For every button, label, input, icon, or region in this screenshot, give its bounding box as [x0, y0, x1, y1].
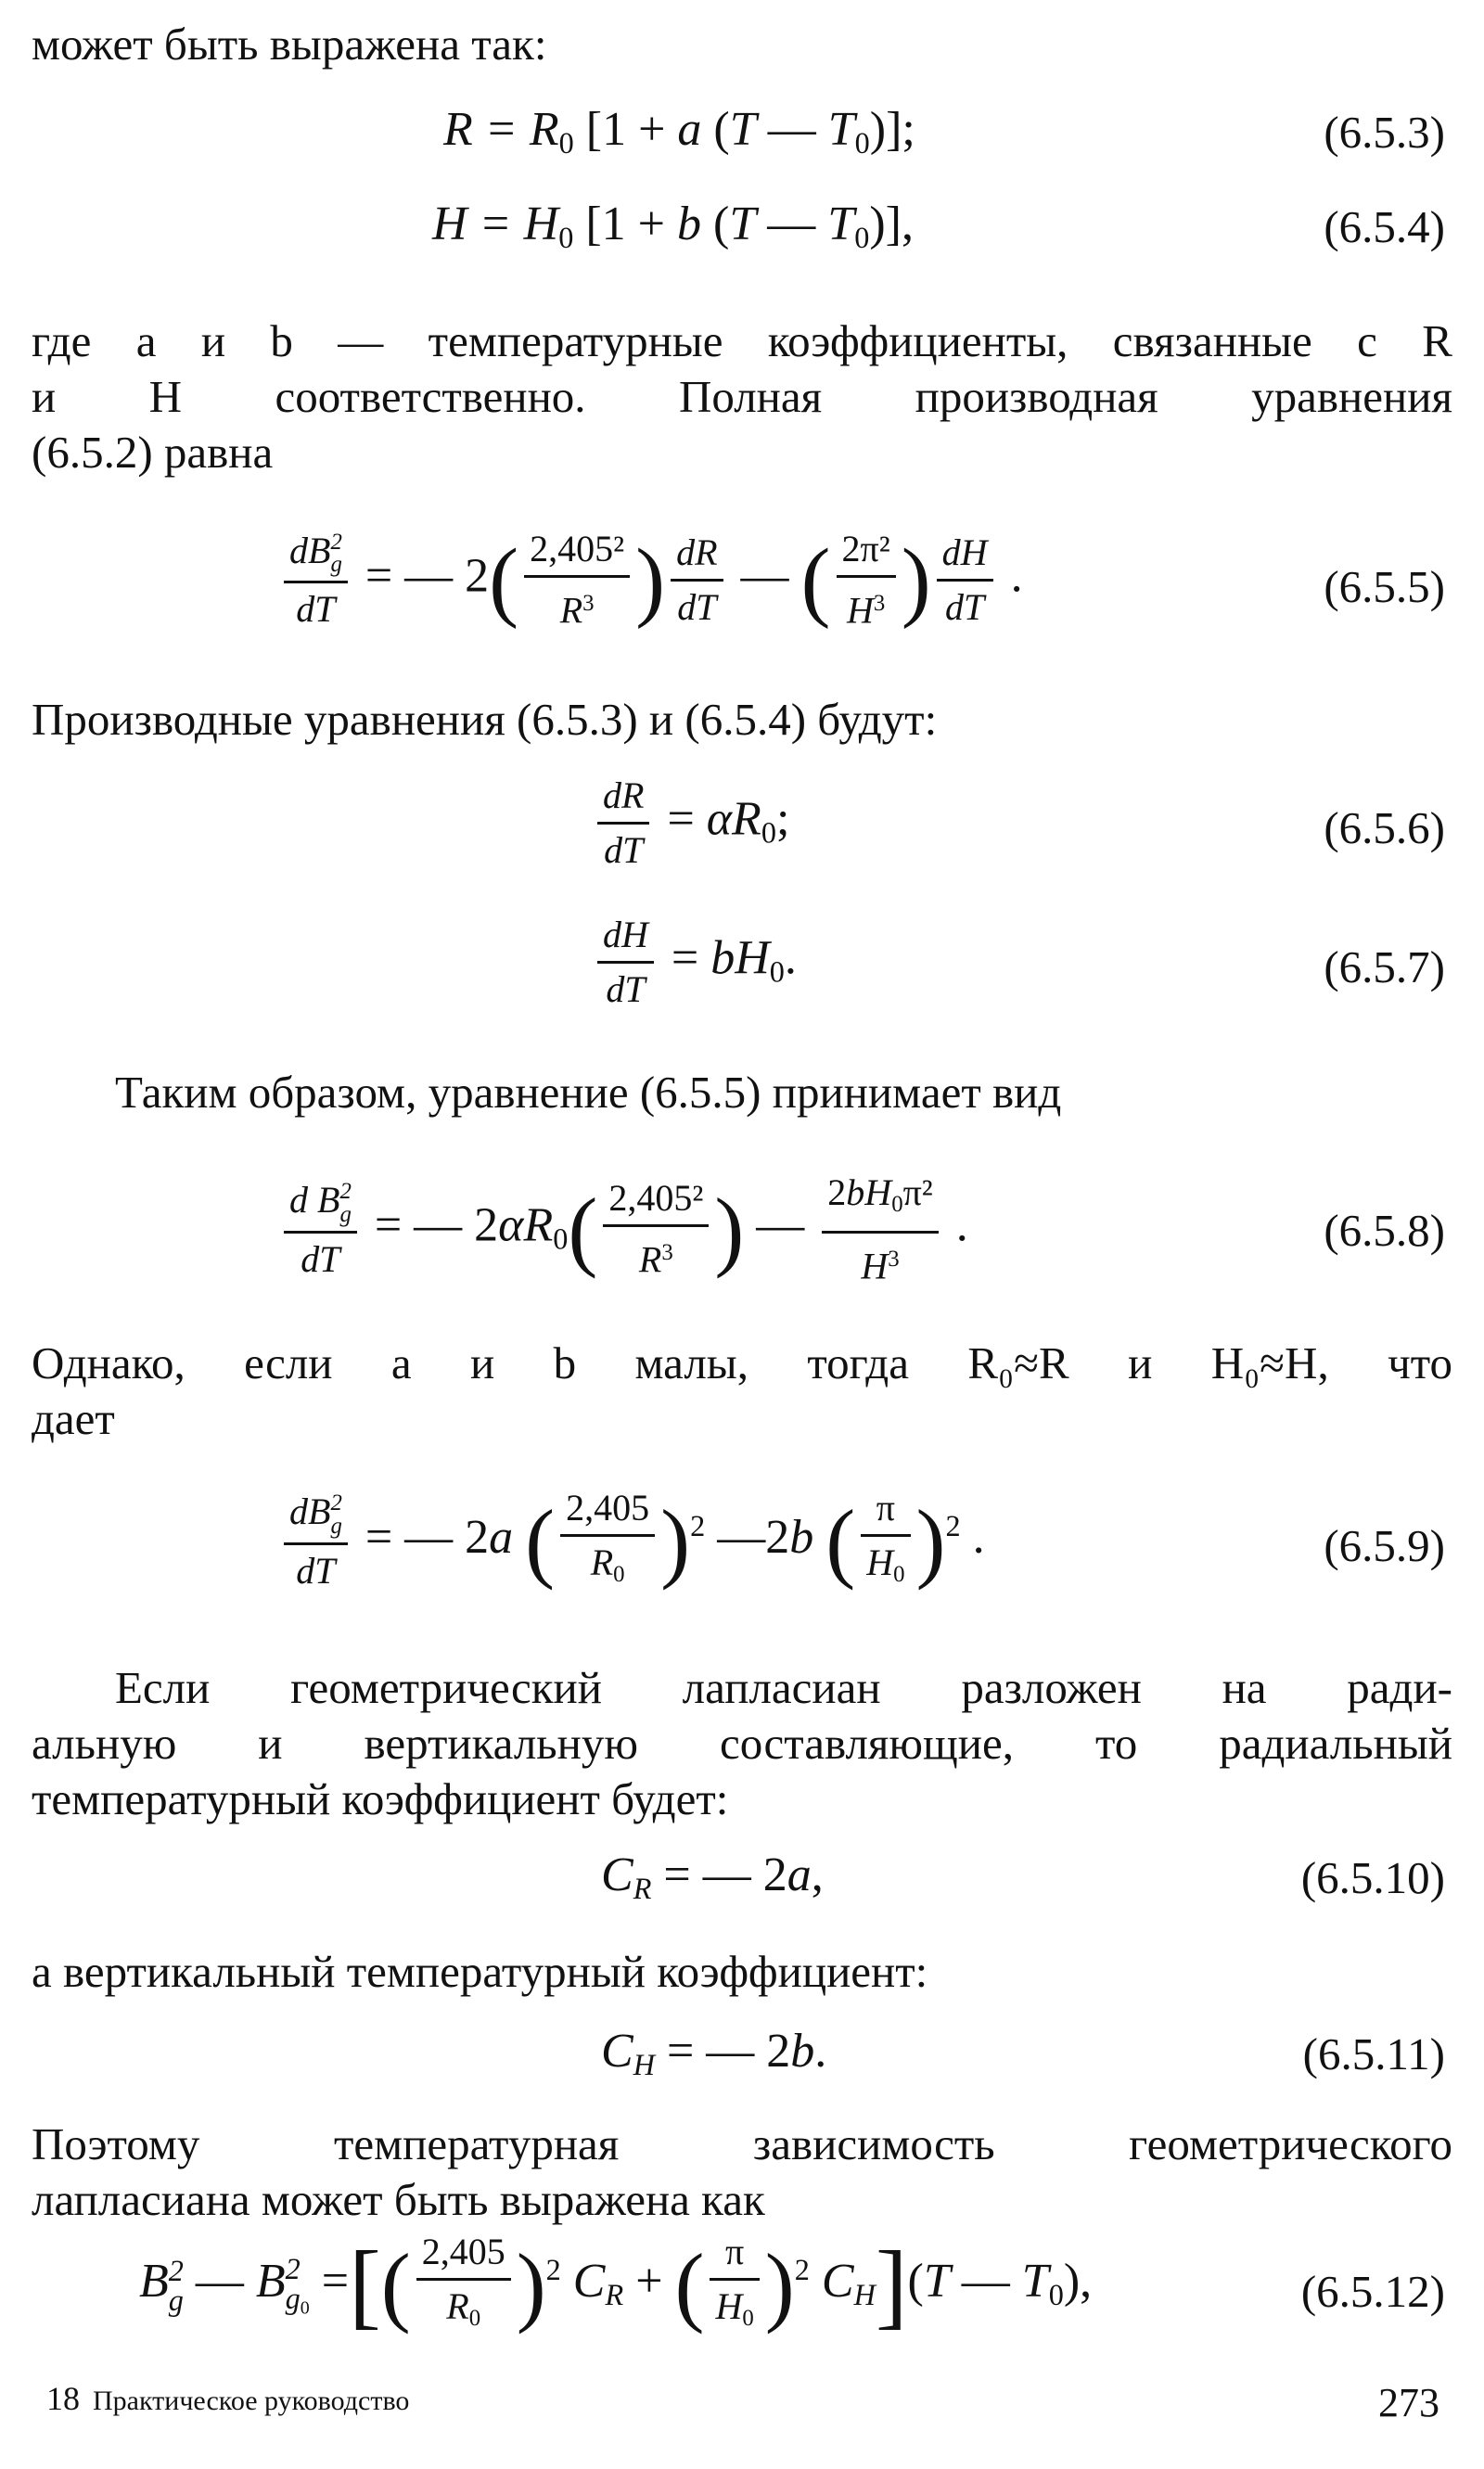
equation-6-5-10	[0, 1846, 1484, 1911]
equation-body: $C_H$ = — 2b.	[601, 2025, 827, 2082]
constant-2-405: 2,405²	[524, 527, 630, 578]
text-line: а вертикальный температурный коэффициент:	[32, 1946, 928, 1997]
footer-title: Практическое руководство	[93, 2386, 410, 2416]
equation-6-5-4	[0, 195, 1484, 260]
paragraph-small-coefficients	[32, 1336, 1452, 1447]
paragraph-temperature-dependence	[32, 2117, 1452, 2228]
text-line: Таким образом, уравнение (6.5.5) принимает вид	[115, 1067, 1062, 1118]
equation-body: $R = R_0$ [1 + a (T — $T_0$)];	[443, 103, 915, 160]
equation-6-5-5	[0, 519, 1484, 659]
text-line: Поэтому температурная зависимость геометрического	[32, 2118, 1452, 2169]
equation-6-5-9	[0, 1482, 1484, 1621]
equation-6-5-6	[0, 770, 1484, 881]
paragraph-derivatives	[32, 692, 1452, 748]
equation-body: d B 2 g dT = — $2\alpha R_0$( $\frac{\text{2,405²}}{R^3}$ ) — $\frac{2bH_0\pi^2}{H^3}$ .	[278, 1171, 968, 1289]
text-line: может быть выражена так:	[32, 19, 547, 70]
page-number: 273	[1378, 2380, 1439, 2425]
constant-2-405: 2,405	[416, 2230, 511, 2281]
equation-6-5-8	[0, 1167, 1484, 1306]
equation-body: $\frac{dR}{dT}$ = $\alpha R_0$;	[592, 774, 789, 873]
paragraph-intro	[32, 17, 1452, 72]
text-line: Производные уравнения (6.5.3) и (6.5.4) будут:	[32, 694, 938, 745]
equation-6-5-12	[0, 2226, 1484, 2365]
equation-number: (6.5.6)	[1324, 802, 1445, 853]
text-line: альную и вертикальную составляющие, то радиальный	[32, 1718, 1452, 1769]
equation-number: (6.5.3)	[1324, 107, 1445, 158]
equation-number: (6.5.8)	[1324, 1205, 1445, 1256]
constant-2-405: 2,405	[560, 1486, 655, 1537]
equation-number: (6.5.4)	[1324, 201, 1445, 252]
text-line: лапласиана может быть выражена как	[32, 2174, 765, 2225]
equation-number: (6.5.11)	[1302, 2028, 1445, 2079]
text-line: Однако, если a и b малы, тогда R₀≈R и H₀≈H, что	[32, 1337, 1452, 1388]
paragraph-coefficients	[32, 313, 1452, 480]
equation-number: (6.5.12)	[1300, 2266, 1445, 2317]
signature-number: 18	[46, 2380, 80, 2417]
text-line: температурный коэффициент будет:	[32, 1773, 729, 1824]
equation-6-5-3	[0, 100, 1484, 165]
equation-body: $H = H_0$ [1 + b (T — $T_0$)],	[432, 198, 914, 255]
equation-number: (6.5.9)	[1324, 1520, 1445, 1571]
equation-number: (6.5.10)	[1300, 1852, 1445, 1903]
text-line: где a и b — температурные коэффициенты, связанные с R	[32, 315, 1452, 366]
equation-number: (6.5.5)	[1324, 561, 1445, 612]
constant-2-405: 2,405²	[603, 1176, 709, 1227]
text-line: дает	[32, 1393, 115, 1444]
paragraph-laplacian	[32, 1660, 1452, 1827]
text-line: (6.5.2) равна	[32, 427, 274, 478]
equation-6-5-7	[0, 909, 1484, 1020]
paragraph-vertical	[32, 1944, 1452, 2000]
footer-signature	[46, 2379, 409, 2418]
equation-body: B 2 g — B 2 $g_0$ =[( $\frac{2,405}{R_0}$ )$^2$ $C_R$ + ( $\frac{\pi}{H_0}$ )$^2$ $C_H](T$ — $T_0$),	[139, 2231, 1093, 2338]
equation-number: (6.5.7)	[1324, 941, 1445, 992]
paragraph-thus	[32, 1065, 1452, 1120]
equation-body: dB 2 g dT = — 2( $\frac{\text{2,405²}}{R^3}$ ) $\frac{dR}{dT}$ — ( $\frac{\text{2π²}}{H^3}$ ) $\frac{dH}{dT}$ .	[278, 527, 1023, 633]
equation-6-5-11	[0, 2022, 1484, 2087]
equation-body: $C_R$ = — 2a,	[601, 1849, 824, 1906]
text-line: и H соответственно. Полная производная уравнения	[32, 371, 1452, 422]
equation-body: dB 2 g dT = — 2a ( $\frac{2,405}{R_0}$ )$^2$ —2b ( $\frac{\pi}{H_0}$ )$^2$ .	[278, 1486, 985, 1597]
equation-body: $\frac{dH}{dT}$ = $bH_0$.	[592, 913, 797, 1012]
text-line: Если геометрический лапласиан разложен на ради-	[115, 1662, 1452, 1713]
